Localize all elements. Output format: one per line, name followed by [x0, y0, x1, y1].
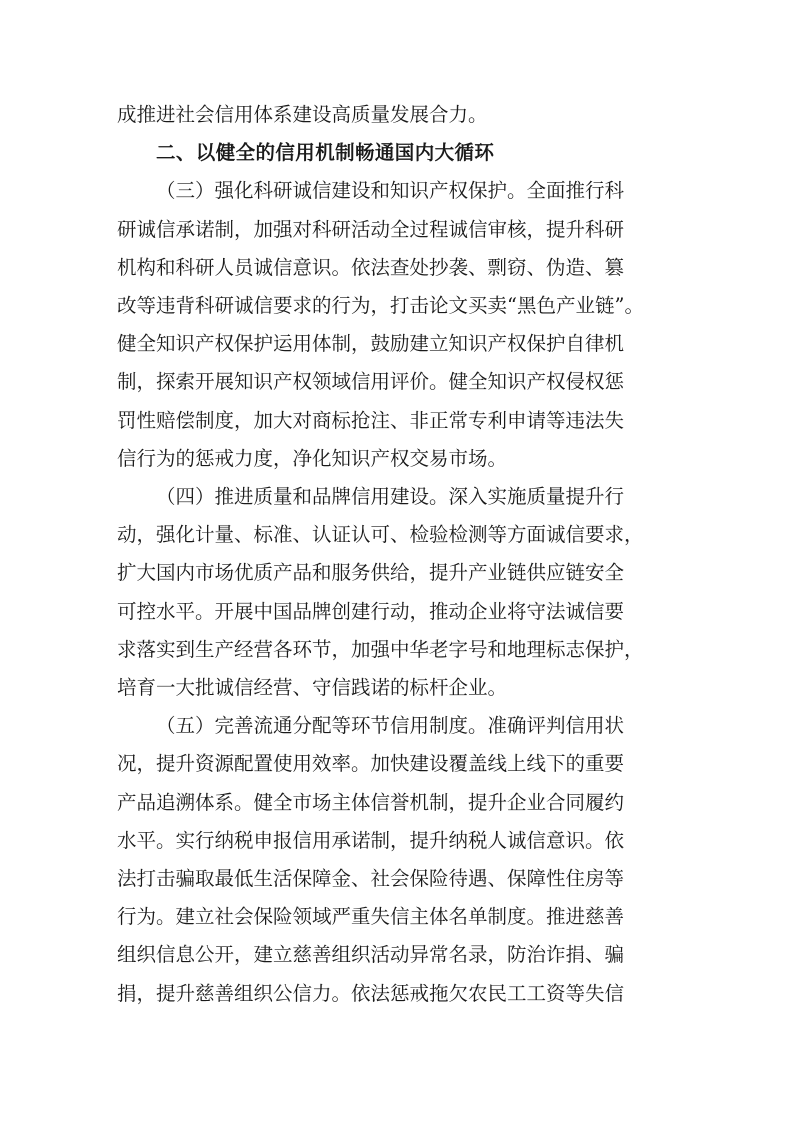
text-line: 法打击骗取最低生活保障金、社会保险待遇、保障性住房等	[117, 867, 625, 891]
continuation-paragraph	[117, 96, 682, 134]
text-line: 健全知识产权保护运用体制，鼓励建立知识产权保护自律机	[117, 332, 625, 356]
text-line: 可控水平。开展中国品牌创建行动，推动企业将守法诚信要	[117, 599, 625, 623]
document-body	[117, 96, 682, 1013]
text-line: 产品追溯体系。健全市场主体信誉机制，提升企业合同履约	[117, 790, 625, 814]
text-line: （五）完善流通分配等环节信用制度。准确评判信用状	[156, 714, 625, 738]
text-line: 研诚信承诺制，加强对科研活动全过程诚信审核，提升科研	[117, 217, 625, 241]
paragraph-3	[117, 172, 682, 478]
section-heading-text: 二、以健全的信用机制畅通国内大循环	[156, 141, 495, 165]
text-line: （三）强化科研诚信建设和知识产权保护。全面推行科	[156, 179, 625, 203]
text-line: 成推进社会信用体系建设高质量发展合力。	[117, 103, 488, 126]
text-line: 水平。实行纳税申报信用承诺制，提升纳税人诚信意识。依	[117, 828, 625, 852]
paragraph-5	[117, 707, 682, 1013]
text-line: 组织信息公开，建立慈善组织活动异常名录，防治诈捐、骗	[117, 943, 625, 967]
text-line: 改等违背科研诚信要求的行为，打击论文买卖“黑色产业链”。	[117, 294, 644, 318]
text-line: 行为。建立社会保险领域严重失信主体名单制度。推进慈善	[117, 905, 625, 929]
text-line: 培育一大批诚信经营、守信践诺的标杆企业。	[117, 676, 508, 700]
text-line: 罚性赔偿制度，加大对商标抢注、非正常专利申请等违法失	[117, 408, 625, 432]
text-line: 信行为的惩戒力度，净化知识产权交易市场。	[117, 446, 508, 470]
text-line: 扩大国内市场优质产品和服务供给，提升产业链供应链安全	[117, 561, 625, 585]
text-line: 制，探索开展知识产权领域信用评价。健全知识产权侵权惩	[117, 370, 625, 394]
text-line: 求落实到生产经营各环节，加强中华老字号和地理标志保护，	[117, 637, 644, 661]
text-line: （四）推进质量和品牌信用建设。深入实施质量提升行	[156, 485, 625, 509]
text-line: 机构和科研人员诚信意识。依法查处抄袭、剽窃、伪造、篡	[117, 255, 625, 279]
text-line: 况，提升资源配置使用效率。加快建设覆盖线上线下的重要	[117, 752, 625, 776]
text-line: 动，强化计量、标准、认证认可、检验检测等方面诚信要求，	[117, 523, 644, 547]
paragraph-4	[117, 478, 682, 707]
section-heading	[117, 134, 682, 172]
text-line: 捐，提升慈善组织公信力。依法惩戒拖欠农民工工资等失信	[117, 981, 625, 1005]
